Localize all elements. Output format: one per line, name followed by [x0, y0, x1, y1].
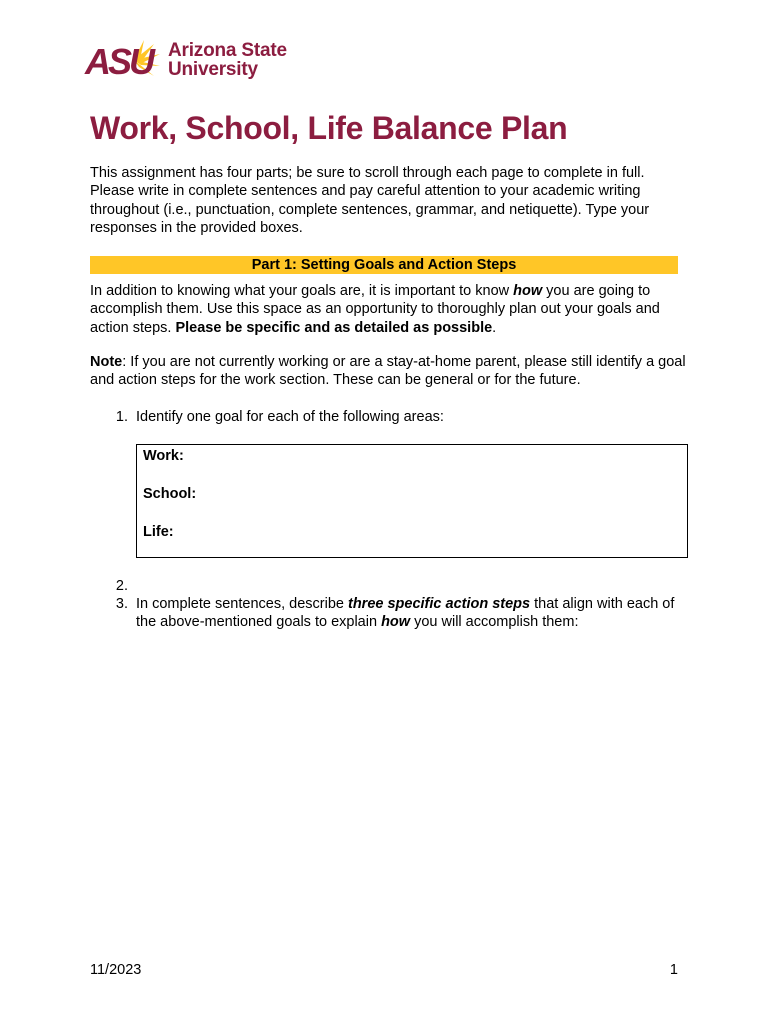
note-paragraph: Note: If you are not currently working or are a stay-at-home parent, please still identify a goal and action steps for the work section. These can be general or for the future. — [90, 354, 686, 389]
work-label: Work: — [143, 448, 184, 464]
wordmark-line2: University — [168, 59, 258, 80]
university-wordmark — [168, 41, 287, 79]
svg-text:ASU: ASU — [85, 41, 153, 80]
wordmark-line1: Arizona State — [168, 40, 287, 61]
footer-page-number: 1 — [669, 962, 678, 978]
footer-date: 11/2023 — [90, 962, 142, 978]
life-label: Life: — [143, 524, 174, 540]
intro-paragraph: This assignment has four parts; be sure to scroll through each page to complete in full. Please write in complete sentences and pay careful attention to your academic writing throughout (i.e., punctuation, complete sentences, grammar, and netiquette). Type your responses in the provided boxes. — [90, 165, 650, 236]
document-title: Work, School, Life Balance Plan — [90, 110, 568, 146]
list-item-1-text: Identify one goal for each of the following areas: — [136, 409, 444, 425]
school-label: School: — [143, 486, 197, 502]
part1-banner: Part 1: Setting Goals and Action Steps — [90, 256, 678, 274]
list-number-2: 2. — [115, 578, 128, 594]
list-number-3: 3. — [115, 596, 128, 612]
goals-paragraph: In addition to knowing what your goals are, it is important to know how you are going to accomplish them. Use this space as an opportunity to thoroughly plan out your goals and action steps. Please be specific and as detailed as possible. — [90, 283, 660, 336]
list-item-3-text: In complete sentences, describe three specific action steps that align with each of the above-mentioned goals to explain how you will accomplish them: — [136, 596, 675, 631]
asu-logo — [84, 40, 287, 80]
asu-sunburst-logo-icon — [84, 40, 162, 80]
list-number-1: 1. — [115, 409, 128, 425]
goals-response-box[interactable] — [136, 444, 688, 558]
